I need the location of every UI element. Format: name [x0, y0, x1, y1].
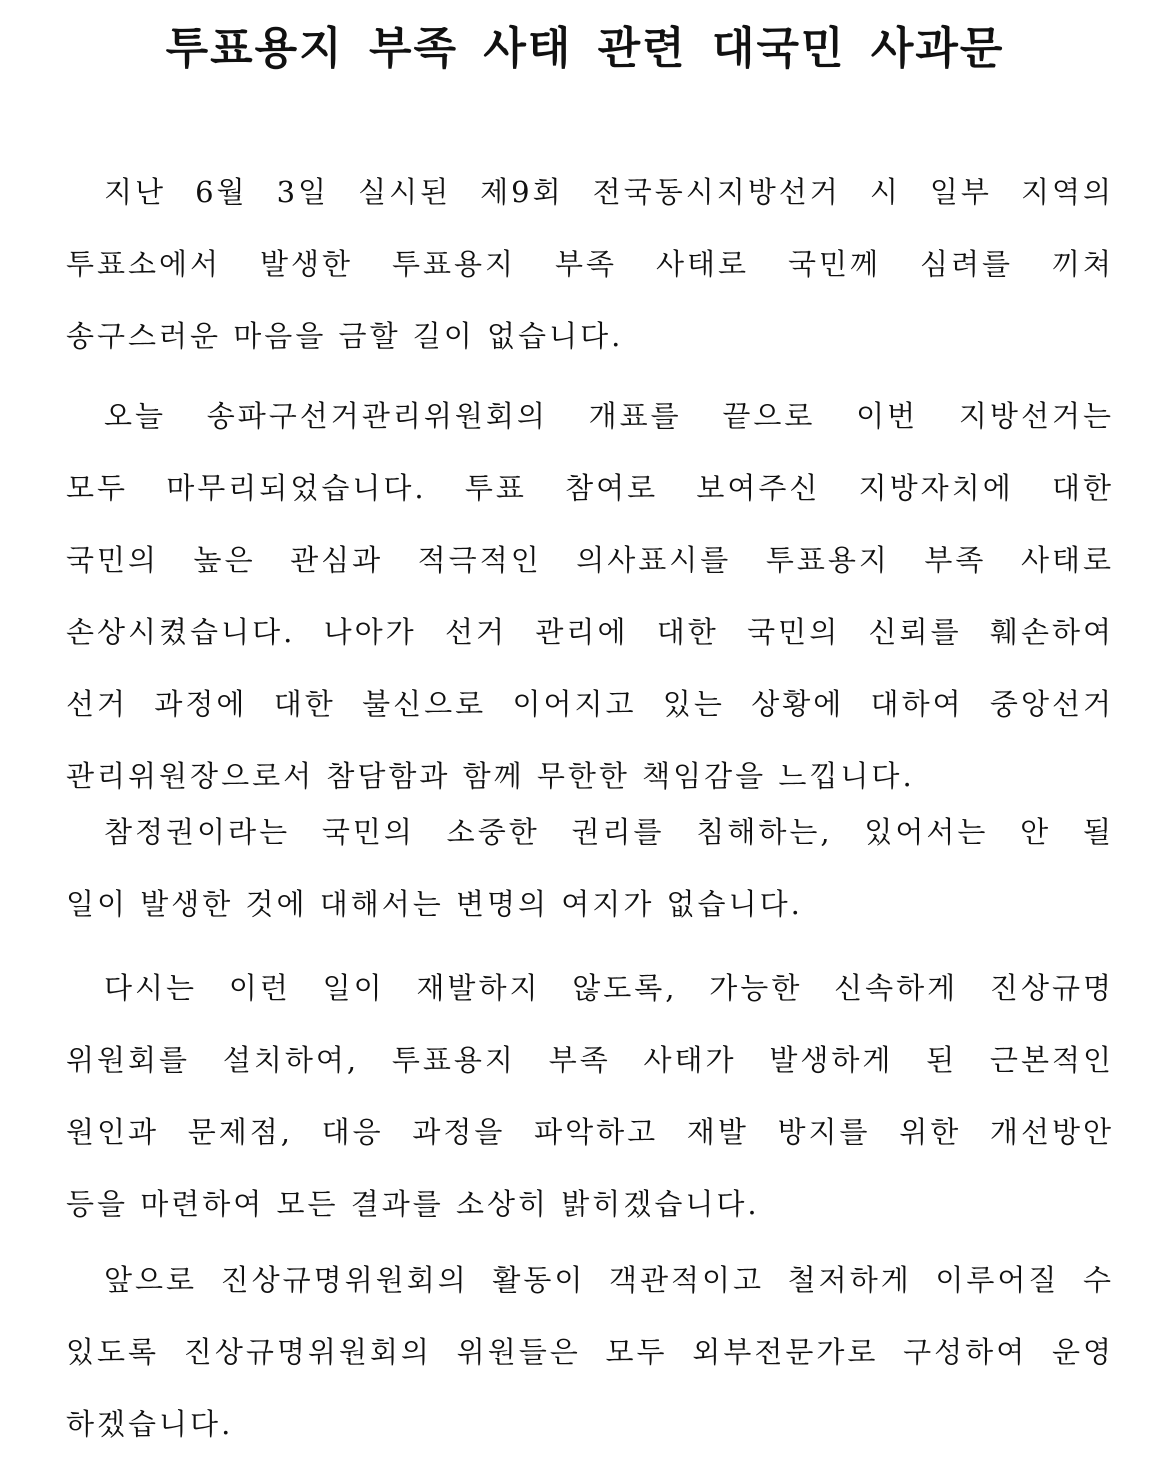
paragraph-line: 참정권이라는 국민의 소중한 권리를 침해하는, 있어서는 안 될: [104, 815, 1114, 849]
paragraph-1: [66, 156, 1114, 372]
paragraph-line: 선거 과정에 대한 불신으로 이어지고 있는 상황에 대하여 중앙선거: [66, 687, 1114, 721]
paragraph-5: [66, 1244, 1114, 1460]
paragraph-4: [66, 952, 1114, 1240]
paragraph-line: 모두 마무리되었습니다. 투표 참여로 보여주신 지방자치에 대한: [66, 471, 1114, 505]
paragraph-line: 있도록 진상규명위원회의 위원들은 모두 외부전문가로 구성하여 운영: [66, 1335, 1114, 1369]
paragraph-line: 앞으로 진상규명위원회의 활동이 객관적이고 철저하게 이루어질 수: [104, 1263, 1114, 1297]
paragraph-line: 원인과 문제점, 대응 과정을 파악하고 재발 방지를 위한 개선방안: [66, 1115, 1114, 1149]
paragraph-line: 지난 6월 3일 실시된 제9회 전국동시지방선거 시 일부 지역의: [104, 175, 1114, 209]
paragraph-line: 다시는 이런 일이 재발하지 않도록, 가능한 신속하게 진상규명: [104, 971, 1114, 1005]
paragraph-line: 오늘 송파구선거관리위원회의 개표를 끝으로 이번 지방선거는: [104, 399, 1114, 433]
document-title: 투표용지 부족 사태 관련 대국민 사과문: [165, 23, 1005, 74]
paragraph-line: 등을 마련하여 모든 결과를 소상히 밝히겠습니다.: [66, 1187, 760, 1221]
paragraph-2: [66, 380, 1114, 812]
paragraph-line: 일이 발생한 것에 대해서는 변명의 여지가 없습니다.: [66, 887, 803, 921]
paragraph-line: 송구스러운 마음을 금할 길이 없습니다.: [66, 319, 624, 353]
paragraph-line: 손상시켰습니다. 나아가 선거 관리에 대한 국민의 신뢰를 훼손하여: [66, 615, 1114, 649]
paragraph-3: [66, 796, 1114, 940]
paragraph-line: 하겠습니다.: [66, 1407, 234, 1441]
paragraph-line: 관리위원장으로서 참담함과 함께 무한한 책임감을 느낍니다.: [66, 759, 915, 793]
paragraph-line: 국민의 높은 관심과 적극적인 의사표시를 투표용지 부족 사태로: [66, 543, 1114, 577]
paragraph-line: 투표소에서 발생한 투표용지 부족 사태로 국민께 심려를 끼쳐: [66, 247, 1114, 281]
paragraph-line: 위원회를 설치하여, 투표용지 부족 사태가 발생하게 된 근본적인: [66, 1043, 1114, 1077]
